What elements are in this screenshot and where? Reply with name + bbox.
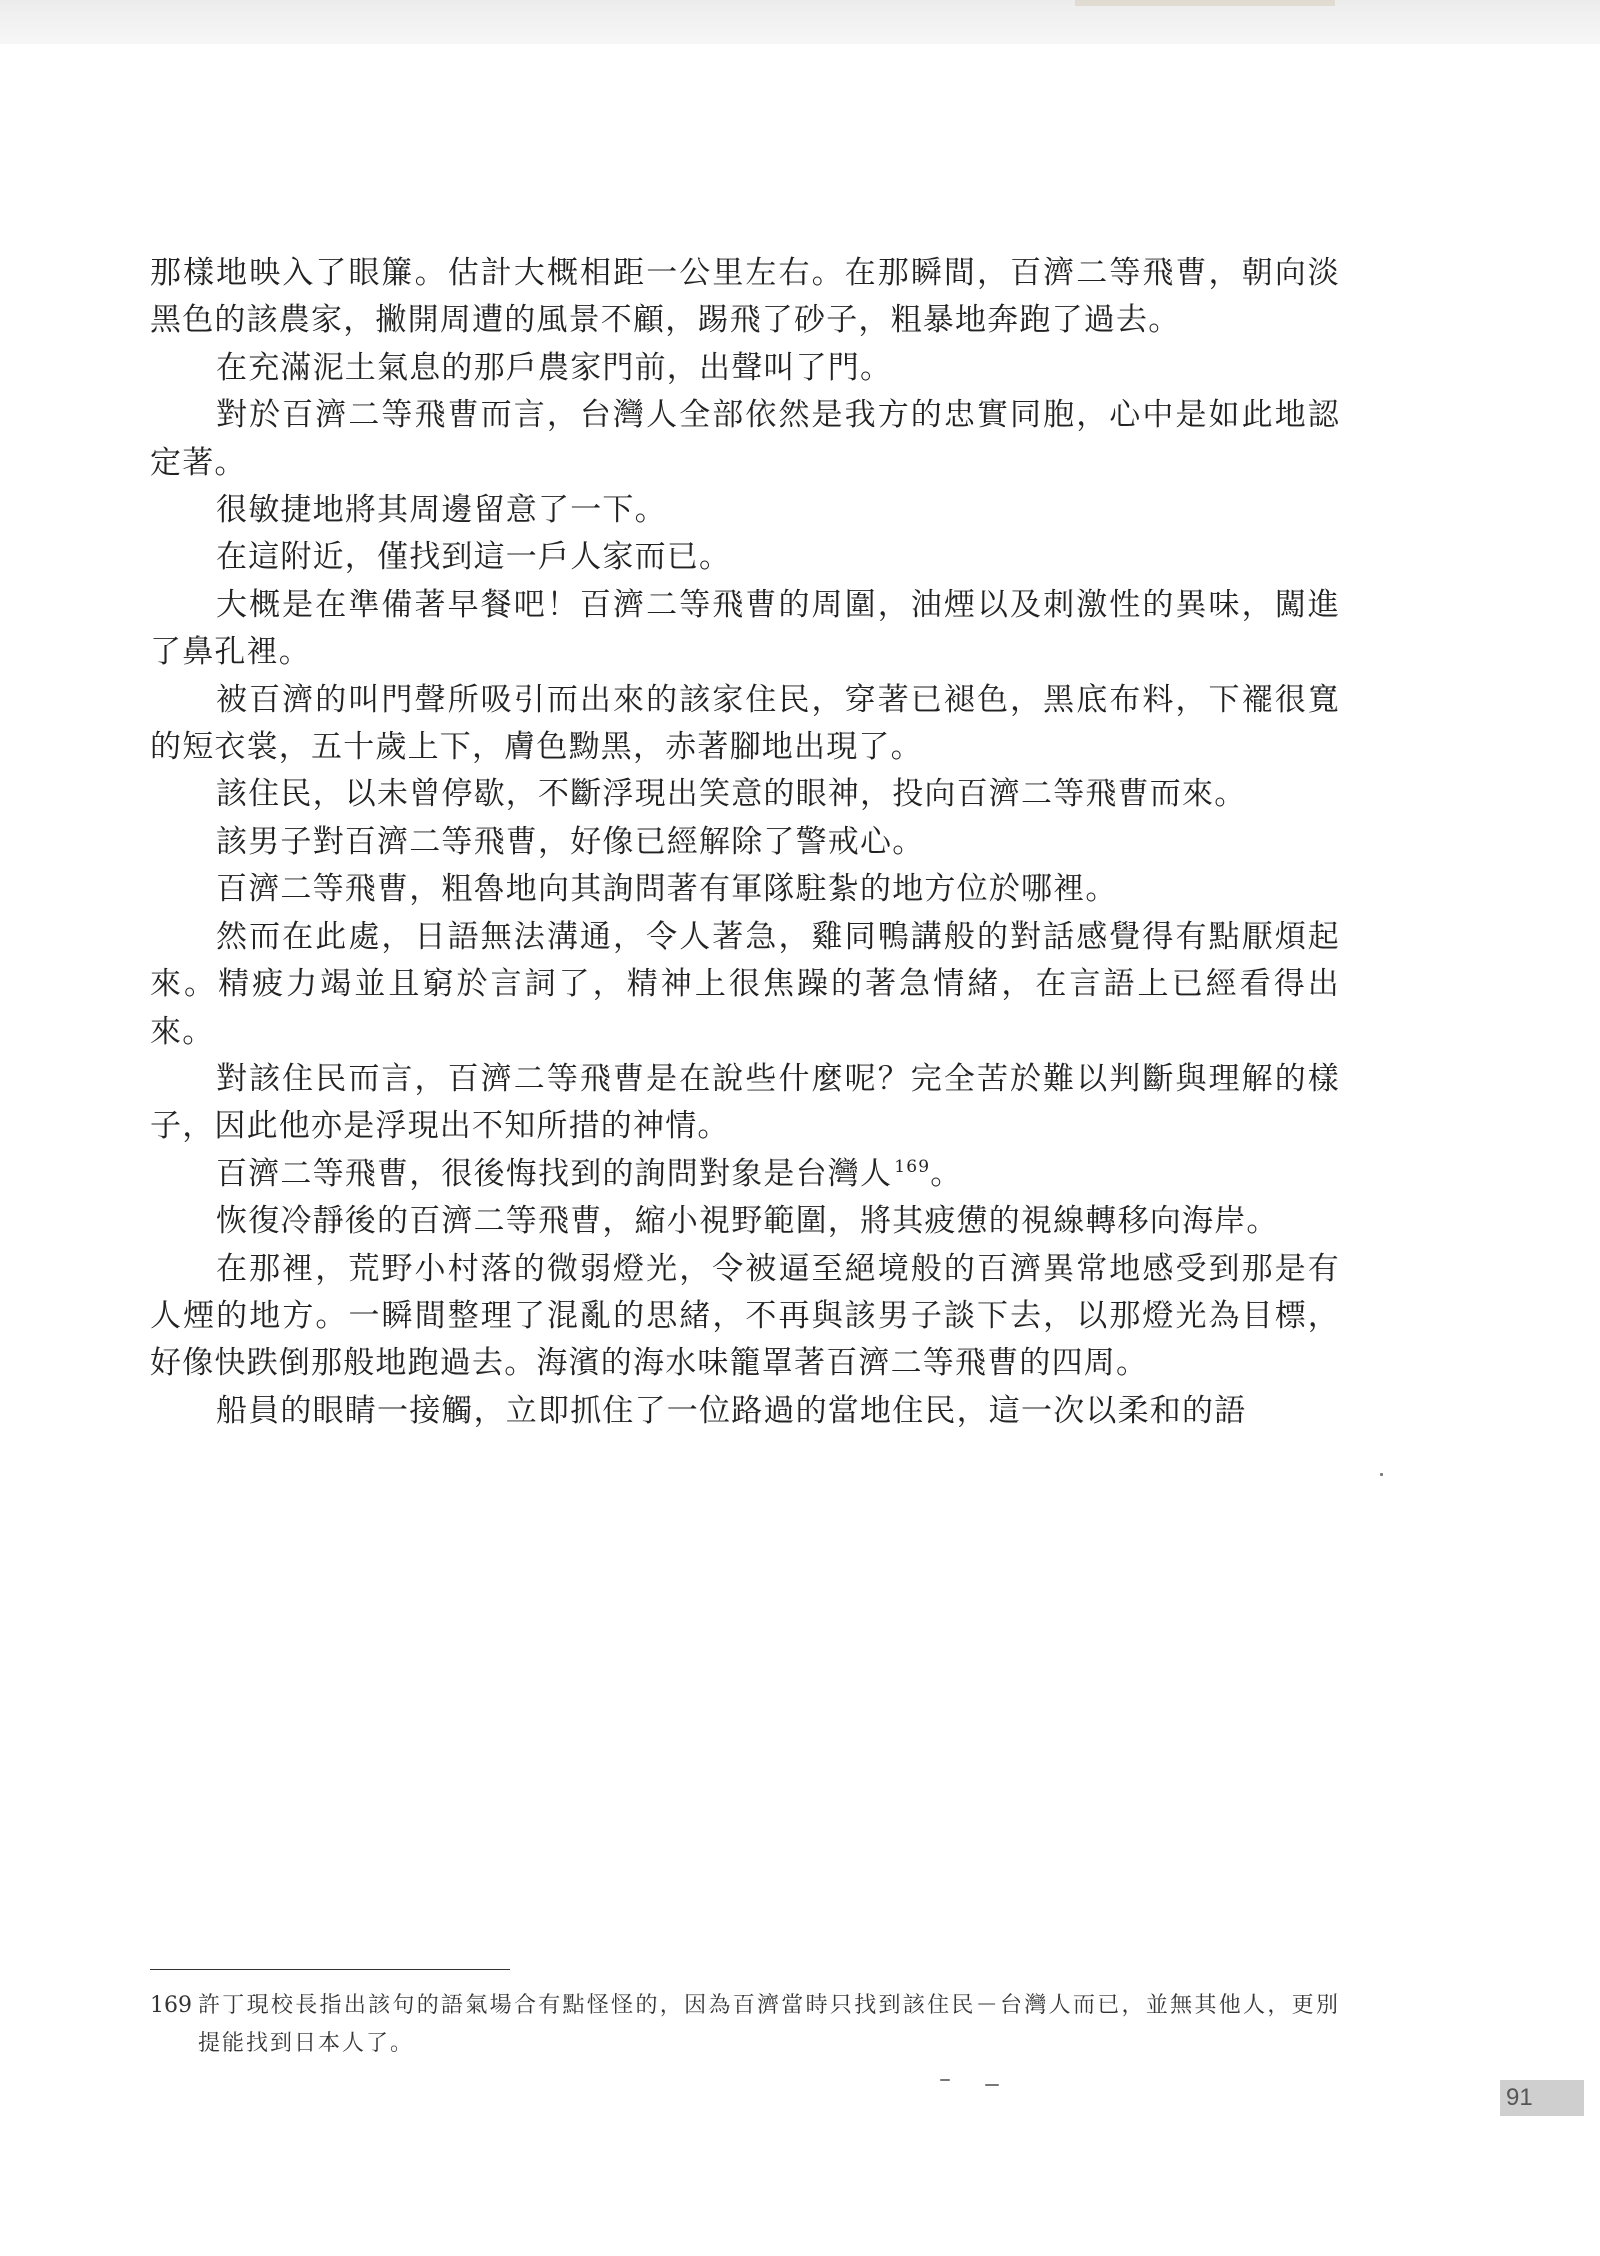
paragraph: 很敏捷地將其周邊留意了一下。: [216, 492, 667, 529]
footnote-number: 169: [150, 1993, 192, 2018]
scan-speck: [1380, 1473, 1383, 1476]
paragraph: 該男子對百濟二等飛曹，好像已經解除了警戒心。: [216, 823, 925, 860]
paragraph-with-footnote: [150, 1151, 1340, 1198]
paragraph: 然而在此處，日語無法溝通，令人著急，雞同鴨講般的對話感覺得有點厭煩起來。精疲力竭並且窮於言詞了，精神上很焦躁的著急情緒，在言語上已經看得出來。: [150, 918, 1340, 1050]
scan-speck: [940, 2079, 950, 2081]
paragraph: 在充滿泥土氣息的那戶農家門前，出聲叫了門。: [216, 349, 893, 386]
sentence-end: 。: [930, 1155, 963, 1192]
footnote-divider: [150, 1969, 510, 1970]
paragraph: 大概是在準備著早餐吧！百濟二等飛曹的周圍，油煙以及刺激性的異味，闖進了鼻孔裡。: [150, 586, 1340, 671]
paragraph: 對該住民而言，百濟二等飛曹是在說些什麼呢？完全苦於難以判斷與理解的樣子，因此他亦是浮現出不知所措的神情。: [150, 1060, 1340, 1145]
paragraph: 恢復冷靜後的百濟二等飛曹，縮小視野範圍，將其疲憊的視線轉移向海岸。: [216, 1203, 1279, 1240]
paragraph: 在這附近，僅找到這一戶人家而已。: [216, 539, 732, 576]
paragraph: 百濟二等飛曹，粗魯地向其詢問著有軍隊駐紮的地方位於哪裡。: [216, 871, 1118, 908]
paragraph: 在那裡，荒野小村落的微弱燈光，令被逼至絕境般的百濟異常地感受到那是有人煙的地方。一瞬間整理了混亂的思緒，不再與該男子談下去，以那燈光為目標，好像快跌倒那般地跑過去。海濱的海水味籠罩著百濟二等飛曹的四周。: [150, 1250, 1340, 1382]
paragraph: 船員的眼睛一接觸，立即抓住了一位路過的當地住民，這一次以柔和的語: [216, 1392, 1247, 1429]
footnote-text: 許丁現校長指出該句的語氣場合有點怪怪的，因為百濟當時只找到該住民－台灣人而已，並無其他人，更別提能找到日本人了。: [198, 1993, 1340, 2056]
paragraph: 那樣地映入了眼簾。估計大概相距一公里左右。在那瞬間，百濟二等飛曹，朝向淡黑色的該農家，撇開周遭的風景不顧，踢飛了砂子，粗暴地奔跑了過去。: [150, 255, 1340, 339]
scan-speck: [985, 2084, 999, 2086]
footnote: [150, 1987, 1340, 2063]
paragraph: 該住民，以未曾停歇，不斷浮現出笑意的眼神，投向百濟二等飛曹而來。: [216, 776, 1247, 813]
paragraph: 被百濟的叫門聲所吸引而出來的該家住民，穿著已褪色，黑底布料，下襬很寬的短衣裳，五十歲上下，膚色黝黑，赤著腳地出現了。: [150, 681, 1340, 766]
scan-top-shadow: [0, 0, 1600, 44]
scan-smudge: [1075, 0, 1335, 6]
paragraph-text: 百濟二等飛曹，很後悔找到的詢問對象是台灣人: [216, 1155, 893, 1192]
main-text: [150, 250, 1340, 1435]
footnote-reference[interactable]: 169: [894, 1157, 931, 1178]
page-number: 91: [1500, 2080, 1584, 2116]
paragraph: 對於百濟二等飛曹而言，台灣人全部依然是我方的忠實同胞，心中是如此地認定著。: [150, 397, 1340, 481]
